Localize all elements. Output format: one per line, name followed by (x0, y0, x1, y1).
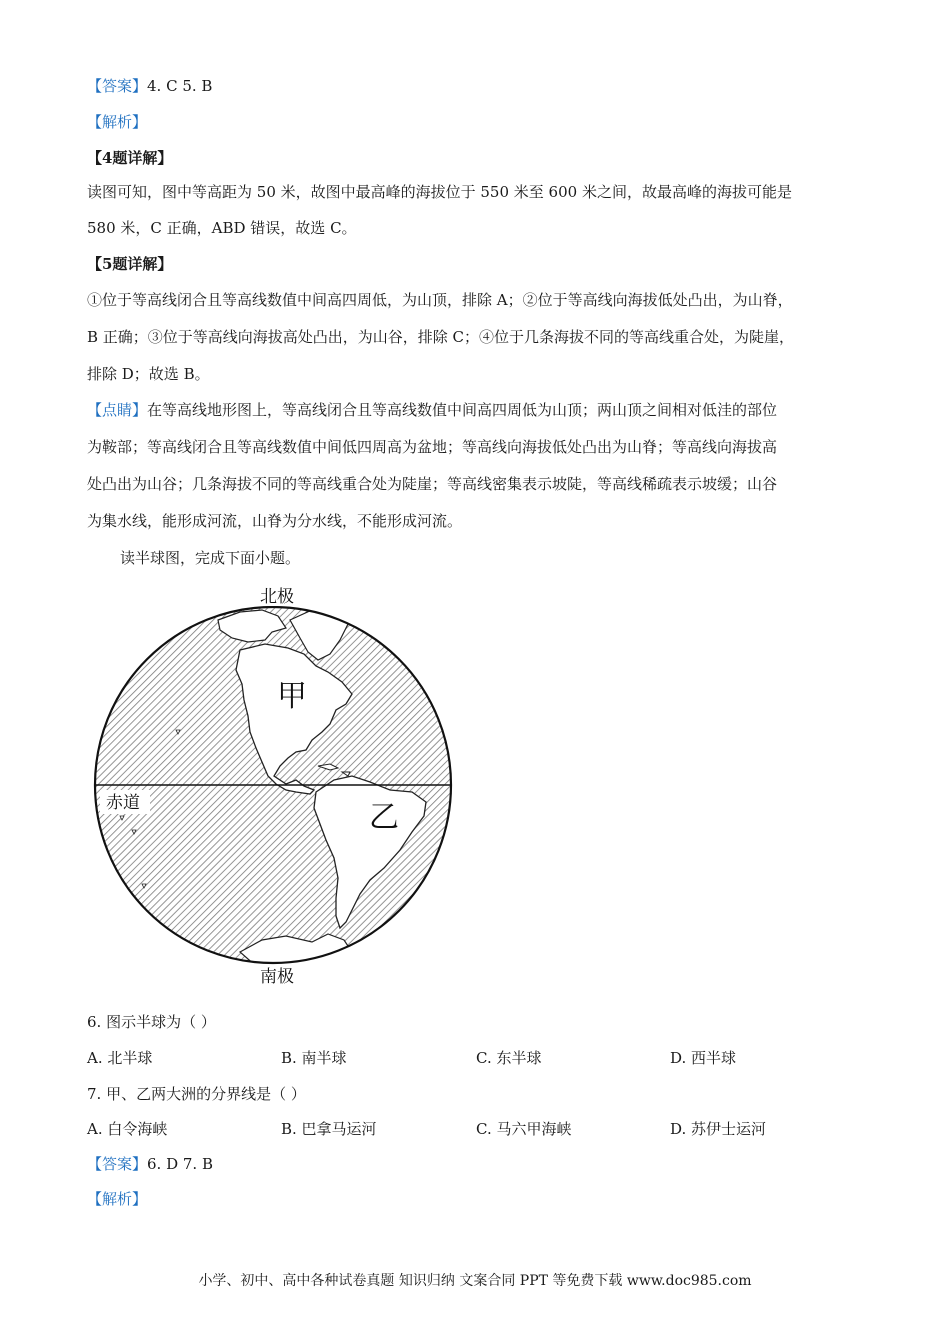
q6-option-a: A. 北半球 (87, 1049, 153, 1067)
analysis-tag: 【解析】 (87, 113, 148, 131)
q5-header: 【5题详解】 (87, 255, 173, 273)
q6-option-b: B. 南半球 (281, 1049, 347, 1067)
q7-option-d: D. 苏伊士运河 (670, 1120, 767, 1138)
tip-line-2: 为鞍部；等高线闭合且等高线数值中间低四周高为盆地；等高线向海拔低处凸出为山脊；等高线向海拔高 (87, 438, 778, 456)
q4-line-1: 读图可知，图中等高距为 50 米，故图中最高峰的海拔位于 550 米至 600 米之间，故最高峰的海拔可能是 (87, 183, 792, 201)
continent-label-yi: 乙 (369, 800, 399, 835)
q6-option-c: C. 东半球 (476, 1049, 542, 1067)
tip-tag: 【点睛】 (87, 401, 148, 419)
answer-text-2: 6. D 7. B (147, 1155, 213, 1173)
q4-line-2: 580 米，C 正确，ABD 错误，故选 C。 (87, 219, 357, 237)
intro-text: 读半球图，完成下面小题。 (120, 549, 301, 567)
tip-text-1: 在等高线地形图上，等高线闭合且等高线数值中间高四周低为山顶；两山顶之间相对低洼的部位 (147, 401, 778, 419)
q7-option-c: C. 马六甲海峡 (476, 1120, 572, 1138)
answer-text: 4. C 5. B (147, 77, 213, 95)
answer-line-1 (87, 76, 212, 96)
equator-label: 赤道 (106, 793, 140, 813)
answer-tag-2: 【答案】 (87, 1155, 148, 1173)
q4-header: 【4题详解】 (87, 149, 173, 167)
q5-line-2: B 正确；③位于等高线向海拔高处凸出，为山谷，排除 C；④位于几条海拔不同的等高线重合处，为陡崖， (87, 328, 795, 346)
south-pole-label: 南极 (260, 967, 294, 987)
q6-option-d: D. 西半球 (670, 1049, 737, 1067)
q7-option-a: A. 白令海峡 (87, 1120, 168, 1138)
answer-line-2 (87, 1154, 213, 1174)
q5-line-1: ①位于等高线闭合且等高线数值中间高四周低，为山顶，排除 A；②位于等高线向海拔低处凸出，为山脊， (87, 291, 793, 309)
continent-label-jia: 甲 (277, 679, 307, 714)
answer-tag: 【答案】 (87, 77, 148, 95)
q5-line-3: 排除 D；故选 B。 (87, 365, 210, 383)
q7-stem: 7. 甲、乙两大洲的分界线是（ ） (87, 1085, 306, 1103)
page-footer: 小学、初中、高中各种试卷真题 知识归纳 文案合同 PPT 等免费下载 www.doc985.com (198, 1273, 752, 1289)
tip-line-1 (87, 400, 777, 420)
tip-line-4: 为集水线，能形成河流，山脊为分水线，不能形成河流。 (87, 512, 463, 530)
tip-line-3: 处凸出为山谷；几条海拔不同的等高线重合处为陡崖；等高线密集表示坡陡，等高线稀疏表示坡缓；山谷 (87, 475, 778, 493)
q7-option-b: B. 巴拿马运河 (281, 1120, 377, 1138)
q6-stem: 6. 图示半球为（ ） (87, 1013, 216, 1031)
western-hemisphere-map (90, 580, 460, 990)
analysis-tag-2: 【解析】 (87, 1190, 148, 1208)
north-pole-label: 北极 (260, 587, 294, 607)
